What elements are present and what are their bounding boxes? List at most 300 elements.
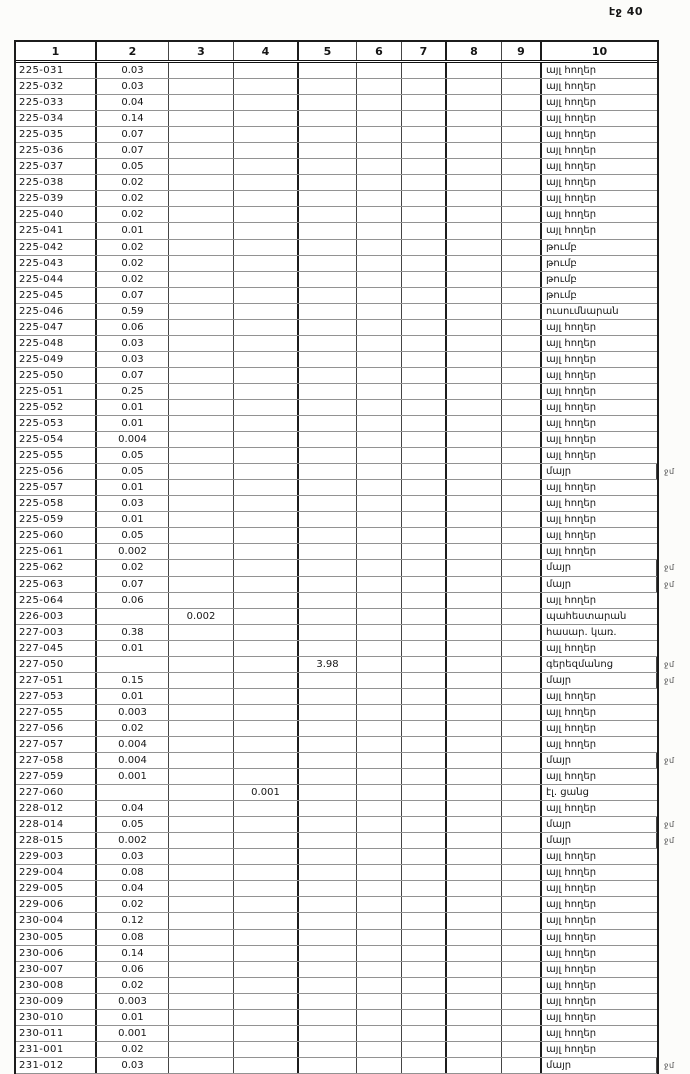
column-header-8: 8 — [447, 42, 502, 60]
parcel-code-cell: 225-036 — [16, 143, 97, 158]
area-value-cell — [169, 1010, 234, 1025]
area-value-cell — [169, 1058, 234, 1073]
parcel-code-cell: 227-059 — [16, 769, 97, 784]
area-value-cell — [234, 159, 299, 174]
area-value-cell — [447, 304, 502, 319]
area-value-cell — [169, 512, 234, 527]
area-value-cell — [299, 865, 357, 880]
area-value-cell — [299, 801, 357, 816]
land-use-cell: այլ հողեր — [546, 867, 597, 879]
area-value-cell: 0.03 — [97, 849, 169, 864]
table-row — [16, 512, 657, 528]
area-value-cell — [357, 352, 402, 367]
table-row — [16, 560, 675, 576]
area-value-cell — [234, 641, 299, 656]
area-value-cell — [402, 913, 447, 928]
parcel-code-cell: 230-005 — [16, 930, 97, 945]
table-row — [16, 159, 657, 175]
table-row — [16, 673, 675, 689]
area-value-cell — [402, 368, 447, 383]
area-value-cell — [234, 721, 299, 736]
land-use-cell: այլ հողեր — [546, 594, 597, 606]
area-value-cell — [234, 817, 299, 832]
area-value-cell: 0.07 — [97, 127, 169, 142]
area-value-cell: 0.03 — [97, 352, 169, 367]
land-use-cell: մայր — [542, 577, 657, 592]
area-value-cell — [234, 480, 299, 495]
table-row — [16, 1042, 657, 1058]
area-value-cell — [234, 223, 299, 238]
area-value-cell — [447, 560, 502, 575]
table-row — [16, 207, 657, 223]
area-value-cell — [357, 930, 402, 945]
area-value-cell — [402, 1026, 447, 1041]
area-value-cell — [502, 689, 542, 704]
column-header-4: 4 — [234, 42, 299, 60]
area-value-cell — [402, 593, 447, 608]
area-value-cell — [502, 962, 542, 977]
area-value-cell — [357, 496, 402, 511]
area-value-cell — [169, 705, 234, 720]
area-value-cell — [357, 817, 402, 832]
parcel-code-cell: 225-049 — [16, 352, 97, 367]
area-value-cell — [357, 544, 402, 559]
area-value-cell — [357, 833, 402, 848]
area-value-cell — [299, 913, 357, 928]
area-value-cell — [402, 1042, 447, 1057]
area-value-cell — [169, 641, 234, 656]
area-value-cell — [234, 705, 299, 720]
area-value-cell — [169, 962, 234, 977]
area-value-cell — [502, 223, 542, 238]
parcel-code-cell: 225-041 — [16, 223, 97, 238]
area-value-cell: 0.06 — [97, 320, 169, 335]
land-use-cell: այլ հողեր — [546, 915, 597, 927]
table-row — [16, 288, 657, 304]
area-value-cell — [234, 384, 299, 399]
parcel-code-cell: 227-055 — [16, 705, 97, 720]
area-value-cell — [447, 673, 502, 688]
land-register-table — [14, 40, 675, 1074]
area-value-cell — [447, 721, 502, 736]
table-row — [16, 464, 675, 480]
area-value-cell — [402, 657, 447, 672]
land-use-cell: ուսումնարան — [546, 305, 619, 317]
area-value-cell — [447, 528, 502, 543]
area-value-cell — [299, 272, 357, 287]
area-value-cell — [357, 288, 402, 303]
parcel-code-cell: 225-055 — [16, 448, 97, 463]
land-use-cell: մայր — [542, 833, 657, 848]
table-row — [16, 127, 657, 143]
table-row — [16, 544, 657, 560]
area-value-cell — [402, 448, 447, 463]
area-value-cell — [299, 705, 357, 720]
land-use-cell: թումբ — [546, 273, 577, 285]
parcel-code-cell: 225-042 — [16, 240, 97, 255]
area-value-cell — [357, 625, 402, 640]
area-value-cell — [502, 79, 542, 94]
area-value-cell — [402, 191, 447, 206]
area-value-cell — [357, 897, 402, 912]
land-use-cell: այլ հողեր — [546, 209, 597, 221]
area-value-cell — [402, 689, 447, 704]
area-value-cell — [357, 881, 402, 896]
area-value-cell — [447, 962, 502, 977]
area-value-cell: 0.001 — [97, 1026, 169, 1041]
area-value-cell — [447, 352, 502, 367]
area-value-cell — [234, 63, 299, 78]
area-value-cell — [502, 528, 542, 543]
area-value-cell — [234, 272, 299, 287]
area-value-cell: 0.02 — [97, 207, 169, 222]
area-value-cell — [357, 159, 402, 174]
area-value-cell: 0.38 — [97, 625, 169, 640]
land-use-cell: այլ հողեր — [546, 498, 597, 510]
area-value-cell — [357, 143, 402, 158]
parcel-code-cell: 225-039 — [16, 191, 97, 206]
area-value-cell — [299, 689, 357, 704]
area-value-cell — [502, 593, 542, 608]
area-value-cell — [502, 304, 542, 319]
area-value-cell — [447, 705, 502, 720]
land-use-cell: այլ հողեր — [546, 979, 597, 991]
area-value-cell — [502, 1058, 542, 1073]
area-value-cell — [402, 1058, 447, 1073]
table-row — [16, 946, 657, 962]
area-value-cell — [357, 978, 402, 993]
parcel-code-cell: 225-048 — [16, 336, 97, 351]
land-use-cell: այլ հողեր — [546, 514, 597, 526]
area-value-cell — [402, 207, 447, 222]
area-value-cell — [402, 63, 447, 78]
area-value-cell — [169, 143, 234, 158]
area-value-cell: 0.07 — [97, 143, 169, 158]
land-use-cell: այլ հողեր — [546, 161, 597, 173]
area-value-cell — [402, 753, 447, 768]
area-value-cell — [169, 801, 234, 816]
area-value-cell — [502, 737, 542, 752]
land-use-cell: այլ հողեր — [546, 418, 597, 430]
parcel-code-cell: 230-010 — [16, 1010, 97, 1025]
area-value-cell — [402, 946, 447, 961]
table-row — [16, 240, 657, 256]
area-value-cell — [169, 865, 234, 880]
area-value-cell — [299, 191, 357, 206]
table-row — [16, 817, 675, 833]
table-row — [16, 737, 657, 753]
area-value-cell — [502, 994, 542, 1009]
area-value-cell — [299, 609, 357, 624]
area-value-cell — [502, 336, 542, 351]
area-value-cell — [299, 593, 357, 608]
area-value-cell: 0.01 — [97, 689, 169, 704]
area-value-cell — [299, 464, 357, 479]
parcel-code-cell: 225-050 — [16, 368, 97, 383]
area-value-cell: 0.06 — [97, 962, 169, 977]
area-value-cell — [169, 833, 234, 848]
area-value-cell — [234, 657, 299, 672]
area-value-cell — [169, 368, 234, 383]
land-use-cell: այլ հողեր — [546, 337, 597, 349]
area-value-cell — [447, 368, 502, 383]
area-value-cell: 0.05 — [97, 528, 169, 543]
area-value-cell — [234, 930, 299, 945]
area-value-cell — [502, 833, 542, 848]
table-row — [16, 641, 657, 657]
area-value-cell — [169, 753, 234, 768]
area-value-cell — [447, 207, 502, 222]
area-value-cell — [169, 63, 234, 78]
land-use-cell: գերեզմանոց — [542, 657, 657, 672]
parcel-code-cell: 225-060 — [16, 528, 97, 543]
area-value-cell — [169, 480, 234, 495]
area-value-cell — [357, 785, 402, 800]
area-value-cell — [447, 288, 502, 303]
land-use-cell: մայր — [542, 1058, 657, 1073]
parcel-code-cell: 225-043 — [16, 256, 97, 271]
area-value-cell: 0.01 — [97, 223, 169, 238]
area-value-cell — [402, 288, 447, 303]
area-value-cell — [234, 1010, 299, 1025]
area-value-cell — [169, 400, 234, 415]
table-row — [16, 881, 657, 897]
area-value-cell — [502, 400, 542, 415]
area-value-cell — [234, 609, 299, 624]
area-value-cell — [299, 400, 357, 415]
area-value-cell — [357, 913, 402, 928]
area-value-cell — [502, 111, 542, 126]
table-row — [16, 480, 657, 496]
area-value-cell — [402, 336, 447, 351]
area-value-cell — [502, 384, 542, 399]
area-value-cell — [357, 673, 402, 688]
parcel-code-cell: 225-035 — [16, 127, 97, 142]
land-use-cell: այլ հողեր — [546, 145, 597, 157]
parcel-code-cell: 225-052 — [16, 400, 97, 415]
area-value-cell — [447, 480, 502, 495]
area-value-cell — [299, 79, 357, 94]
area-value-cell — [447, 191, 502, 206]
area-value-cell — [357, 256, 402, 271]
area-value-cell — [357, 1026, 402, 1041]
area-value-cell — [299, 737, 357, 752]
area-value-cell — [502, 480, 542, 495]
area-value-cell — [169, 881, 234, 896]
land-use-cell: այլ հողեր — [546, 931, 597, 943]
table-row — [16, 304, 657, 320]
area-value-cell — [447, 496, 502, 511]
parcel-code-cell: 229-003 — [16, 849, 97, 864]
area-value-cell — [234, 978, 299, 993]
area-value-cell — [447, 817, 502, 832]
area-value-cell — [447, 95, 502, 110]
area-value-cell — [299, 288, 357, 303]
land-use-cell: մայր — [542, 464, 657, 479]
table-row — [16, 111, 657, 127]
area-value-cell — [402, 865, 447, 880]
area-value-cell: 0.06 — [97, 593, 169, 608]
parcel-code-cell: 227-045 — [16, 641, 97, 656]
table-row — [16, 175, 657, 191]
area-value-cell — [299, 496, 357, 511]
area-value-cell — [234, 865, 299, 880]
area-value-cell — [299, 352, 357, 367]
area-value-cell — [357, 705, 402, 720]
land-use-cell: հասար. կառ. — [546, 626, 617, 638]
area-value-cell: 0.02 — [97, 175, 169, 190]
area-value-cell — [299, 560, 357, 575]
land-use-cell: այլ հողեր — [546, 738, 597, 750]
parcel-code-cell: 225-053 — [16, 416, 97, 431]
area-value-cell — [402, 994, 447, 1009]
table-row — [16, 448, 657, 464]
area-value-cell — [234, 625, 299, 640]
area-value-cell — [234, 496, 299, 511]
area-value-cell — [299, 368, 357, 383]
parcel-code-cell: 228-015 — [16, 833, 97, 848]
table-row — [16, 95, 657, 111]
area-value-cell — [357, 994, 402, 1009]
table-row — [16, 657, 675, 673]
area-value-cell — [357, 577, 402, 592]
area-value-cell — [169, 352, 234, 367]
parcel-code-cell: 229-005 — [16, 881, 97, 896]
area-value-cell — [234, 528, 299, 543]
parcel-code-cell: 225-040 — [16, 207, 97, 222]
area-value-cell — [502, 881, 542, 896]
area-value-cell — [234, 689, 299, 704]
area-value-cell — [447, 801, 502, 816]
area-value-cell — [169, 593, 234, 608]
area-value-cell — [502, 849, 542, 864]
column-header-2: 2 — [97, 42, 169, 60]
area-value-cell — [402, 256, 447, 271]
area-value-cell — [299, 240, 357, 255]
area-value-cell — [169, 384, 234, 399]
area-value-cell — [502, 673, 542, 688]
table-row — [16, 496, 657, 512]
area-value-cell — [234, 946, 299, 961]
area-value-cell — [234, 448, 299, 463]
area-value-cell — [402, 577, 447, 592]
table-row — [16, 272, 657, 288]
area-value-cell — [502, 657, 542, 672]
area-value-cell — [402, 159, 447, 174]
handwritten-margin-note: ջմ — [664, 1060, 675, 1070]
parcel-code-cell: 230-009 — [16, 994, 97, 1009]
area-value-cell — [357, 240, 402, 255]
area-value-cell — [169, 256, 234, 271]
table-row — [16, 801, 657, 817]
area-value-cell — [169, 689, 234, 704]
area-value-cell — [402, 496, 447, 511]
handwritten-margin-note: ջմ — [664, 563, 675, 573]
area-value-cell — [169, 240, 234, 255]
area-value-cell — [169, 416, 234, 431]
area-value-cell — [357, 480, 402, 495]
table-row — [16, 721, 657, 737]
land-use-cell: այլ հողեր — [546, 690, 597, 702]
area-value-cell — [357, 272, 402, 287]
handwritten-margin-note: ջմ — [664, 820, 675, 830]
area-value-cell — [169, 496, 234, 511]
area-value-cell — [402, 223, 447, 238]
area-value-cell — [169, 1042, 234, 1057]
table-row — [16, 400, 657, 416]
area-value-cell — [447, 897, 502, 912]
area-value-cell — [234, 79, 299, 94]
area-value-cell — [169, 913, 234, 928]
area-value-cell — [299, 994, 357, 1009]
area-value-cell — [502, 560, 542, 575]
area-value-cell: 0.02 — [97, 978, 169, 993]
area-value-cell — [299, 785, 357, 800]
land-use-cell: այլ հողեր — [546, 129, 597, 141]
area-value-cell: 0.004 — [97, 737, 169, 752]
land-use-cell: այլ հողեր — [546, 1043, 597, 1055]
area-value-cell — [402, 352, 447, 367]
area-value-cell — [357, 689, 402, 704]
area-value-cell — [299, 256, 357, 271]
parcel-code-cell: 225-059 — [16, 512, 97, 527]
area-value-cell — [299, 625, 357, 640]
column-header-9: 9 — [502, 42, 542, 60]
area-value-cell — [357, 512, 402, 527]
land-use-cell: այլ հողեր — [546, 401, 597, 413]
area-value-cell — [357, 801, 402, 816]
area-value-cell — [402, 464, 447, 479]
land-use-cell: մայր — [542, 673, 657, 688]
area-value-cell — [169, 946, 234, 961]
area-value-cell — [299, 95, 357, 110]
area-value-cell: 0.15 — [97, 673, 169, 688]
area-value-cell: 0.01 — [97, 512, 169, 527]
area-value-cell: 0.01 — [97, 480, 169, 495]
area-value-cell — [402, 127, 447, 142]
table-row — [16, 577, 675, 593]
page-number-label: էջ 40 — [608, 5, 643, 18]
area-value-cell — [402, 1010, 447, 1025]
area-value-cell: 0.05 — [97, 448, 169, 463]
area-value-cell: 0.02 — [97, 256, 169, 271]
area-value-cell — [447, 223, 502, 238]
area-value-cell — [402, 609, 447, 624]
land-use-cell: այլ հողեր — [546, 771, 597, 783]
area-value-cell — [502, 544, 542, 559]
area-value-cell: 0.004 — [97, 753, 169, 768]
parcel-code-cell: 230-008 — [16, 978, 97, 993]
table-row — [16, 994, 657, 1010]
area-value-cell — [169, 721, 234, 736]
parcel-code-cell: 227-050 — [16, 657, 97, 672]
area-value-cell — [299, 223, 357, 238]
area-value-cell — [447, 930, 502, 945]
area-value-cell — [234, 127, 299, 142]
area-value-cell — [169, 288, 234, 303]
area-value-cell — [402, 769, 447, 784]
column-header-3: 3 — [169, 42, 234, 60]
table-row — [16, 897, 657, 913]
area-value-cell — [357, 1058, 402, 1073]
area-value-cell — [402, 95, 447, 110]
area-value-cell — [357, 384, 402, 399]
area-value-cell — [169, 304, 234, 319]
table-row — [16, 256, 657, 272]
parcel-code-cell: 225-034 — [16, 111, 97, 126]
area-value-cell — [502, 207, 542, 222]
handwritten-margin-note: ջմ — [664, 467, 675, 477]
